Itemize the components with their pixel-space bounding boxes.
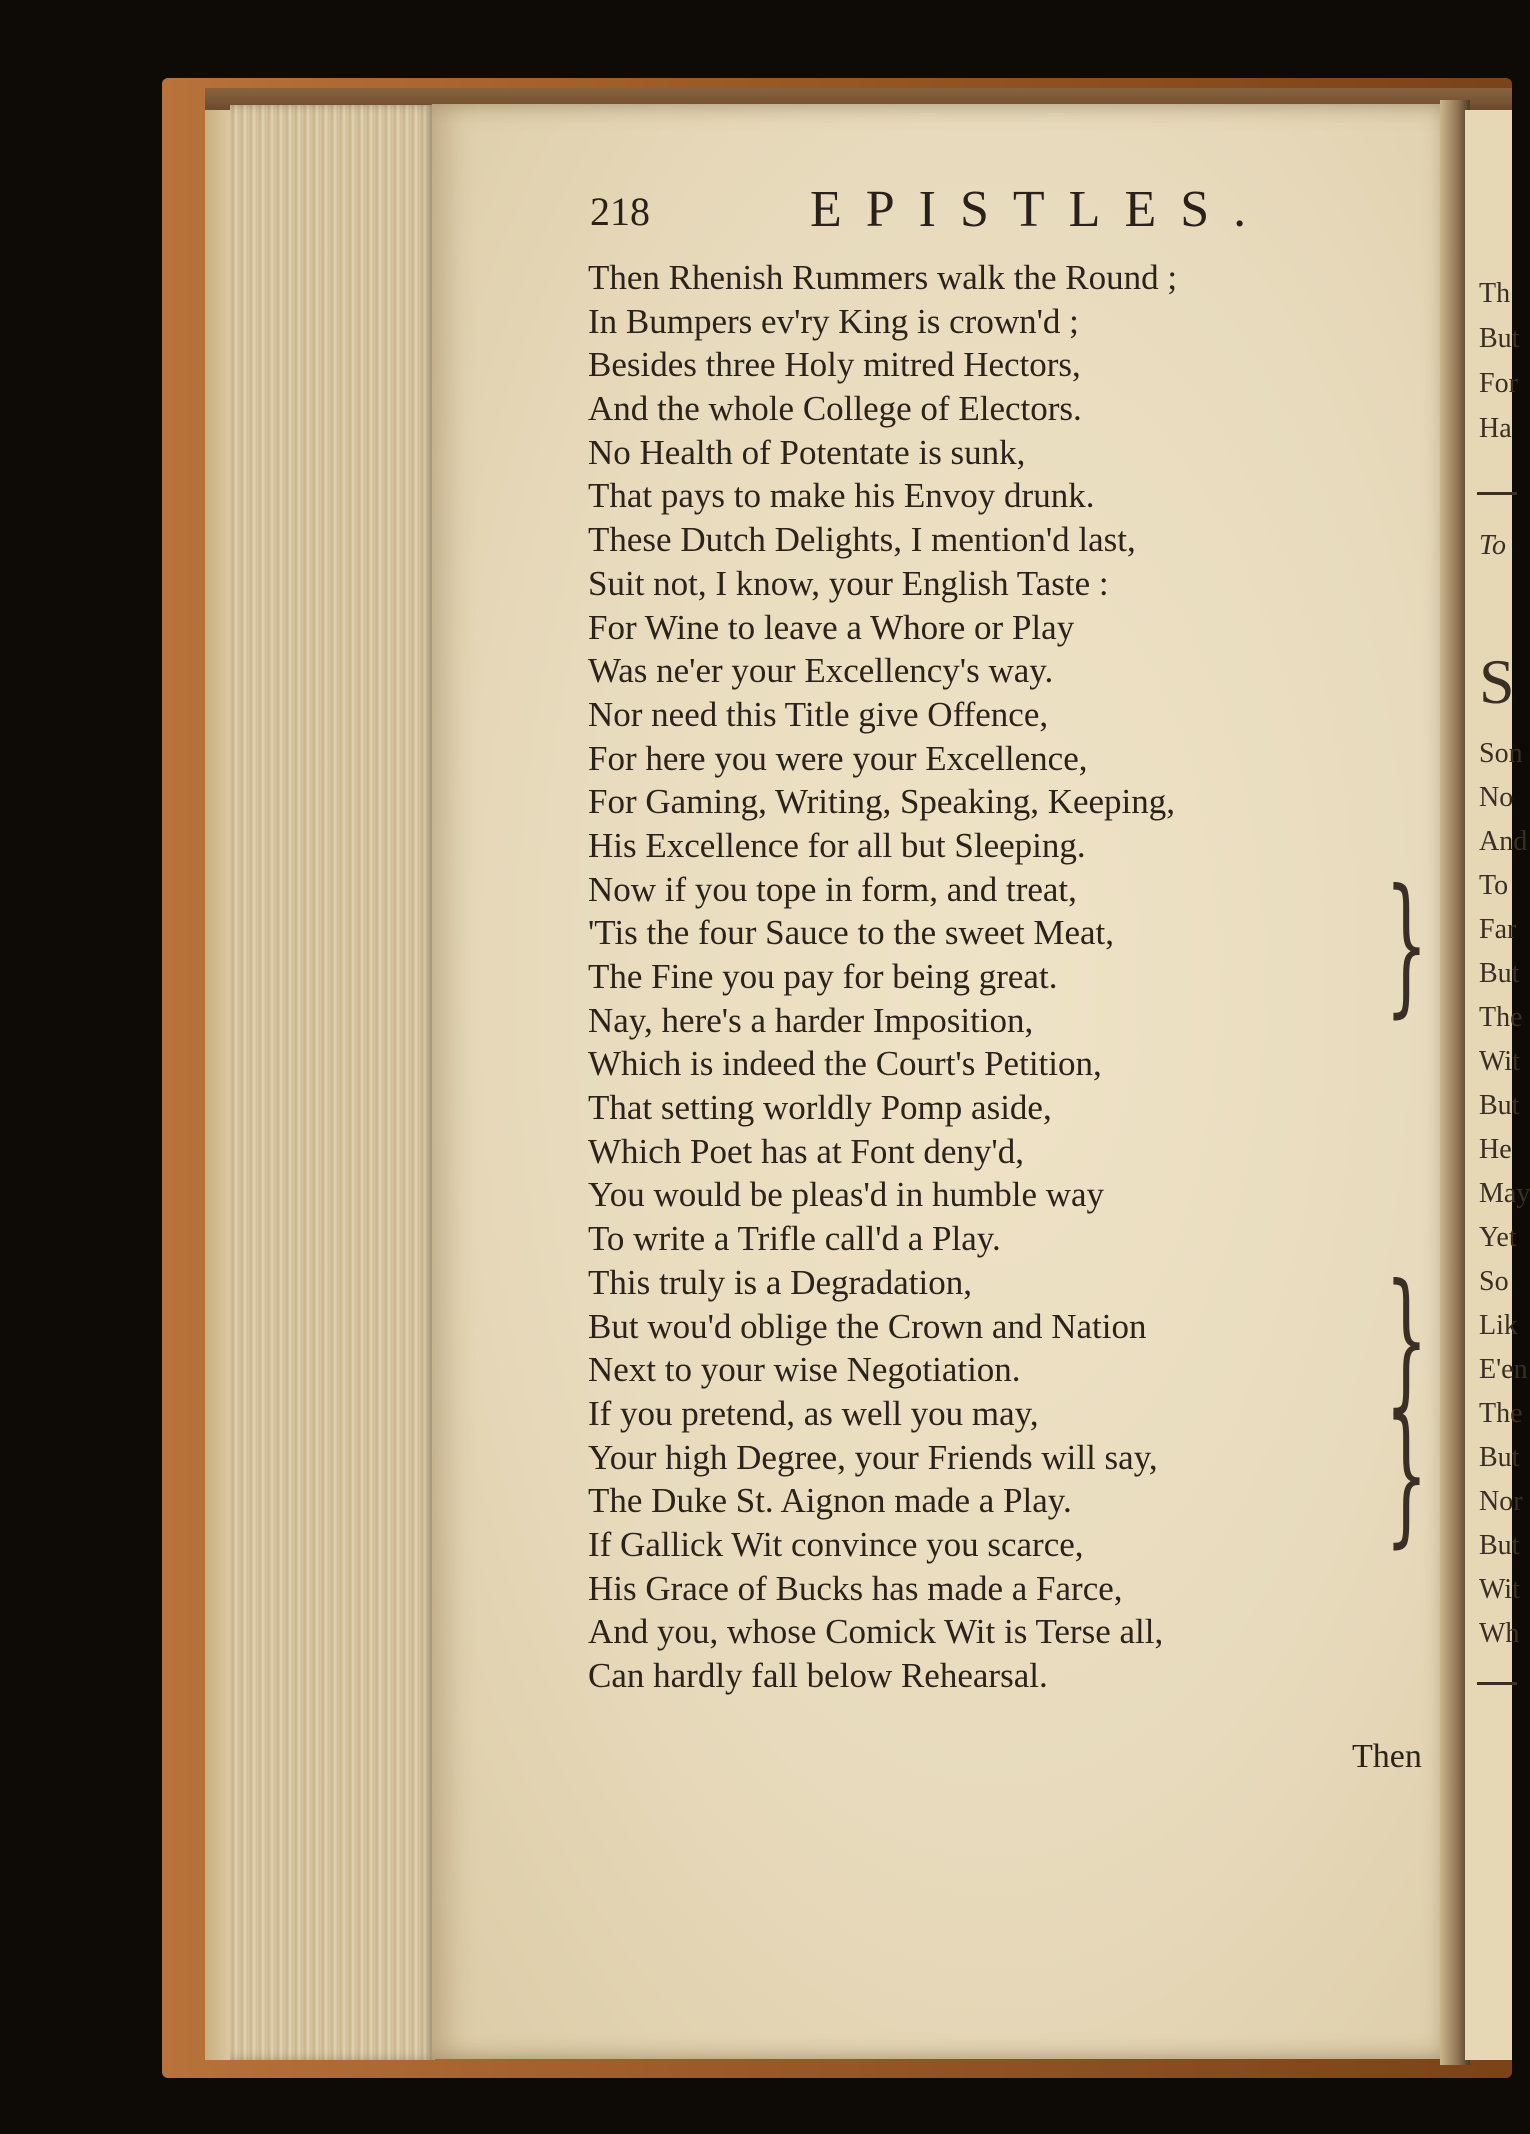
page-block-edges	[230, 105, 435, 2060]
verse-line: For Gaming, Writing, Speaking, Keeping,	[588, 782, 1176, 822]
facing-drop-cap: S	[1479, 646, 1515, 717]
running-title: EPISTLES.	[810, 181, 1271, 238]
facing-line: Nor	[1479, 1486, 1523, 1517]
facing-line: He	[1479, 1134, 1512, 1165]
verse-line: For here you were your Excellence,	[588, 738, 1088, 778]
facing-line: And	[1479, 826, 1528, 857]
triplet-brace: }	[1385, 1253, 1428, 1427]
facing-line: The	[1479, 1398, 1523, 1429]
facing-line: Th	[1479, 278, 1511, 309]
verse-line: No Health of Potentate is sunk,	[588, 432, 1026, 472]
triplet-brace: }	[1385, 858, 1428, 1032]
facing-page	[1465, 110, 1530, 2060]
verse-line: Which Poet has at Font deny'd,	[588, 1131, 1024, 1171]
verse-line: Then Rhenish Rummers walk the Round ;	[588, 258, 1178, 297]
verse-line: Nay, here's a harder Imposition,	[588, 1000, 1034, 1040]
facing-line: Wit	[1479, 1046, 1520, 1077]
verse-line: That setting worldly Pomp aside,	[588, 1088, 1052, 1128]
facing-line: Ha	[1479, 413, 1512, 444]
verse-line: If Gallick Wit convince you scarce,	[588, 1524, 1084, 1564]
facing-line: May	[1479, 1178, 1530, 1209]
verse-line: The Duke St. Aignon made a Play.	[588, 1481, 1072, 1521]
verse-line: Which is indeed the Court's Petition,	[588, 1044, 1102, 1084]
facing-line: Yet	[1479, 1222, 1517, 1253]
facing-line: To	[1479, 530, 1507, 561]
verse-line: For Wine to leave a Whore or Play	[588, 607, 1075, 647]
triplet-brace: }	[1385, 1388, 1428, 1562]
verse-line: 'Tis the four Sauce to the sweet Meat,	[588, 913, 1115, 953]
facing-line: No	[1479, 782, 1514, 813]
facing-line: Lik	[1479, 1310, 1518, 1341]
facing-rule	[1477, 492, 1517, 495]
verse-line: You would be pleas'd in humble way	[588, 1175, 1105, 1215]
catchword: Then	[1352, 1738, 1422, 1775]
verse-line: To write a Trifle call'd a Play.	[588, 1219, 1001, 1259]
facing-line: Far	[1479, 914, 1517, 945]
facing-line: E'en	[1479, 1354, 1528, 1385]
verse-line: Next to your wise Negotiation.	[588, 1350, 1021, 1390]
verse-line: The Fine you pay for being great.	[588, 957, 1058, 996]
facing-line: Wit	[1479, 1574, 1520, 1605]
facing-line: Son	[1479, 738, 1523, 769]
verse-line: That pays to make his Envoy drunk.	[588, 476, 1095, 516]
facing-line: Wh	[1479, 1618, 1520, 1649]
verse-line: These Dutch Delights, I mention'd last,	[588, 520, 1136, 560]
facing-line: The	[1479, 1002, 1523, 1033]
facing-line: But	[1479, 958, 1520, 989]
facing-line: To	[1479, 870, 1509, 901]
verse-line: But wou'd oblige the Crown and Nation	[588, 1306, 1147, 1346]
facing-line: For	[1479, 368, 1518, 399]
verse-line: Your high Degree, your Friends will say,	[588, 1437, 1158, 1477]
facing-line: But	[1479, 323, 1520, 354]
page-number: 218	[590, 189, 650, 234]
verse-line: Was ne'er your Excellency's way.	[588, 651, 1054, 691]
verse-line: This truly is a Degradation,	[588, 1262, 972, 1302]
running-head	[590, 180, 1271, 250]
facing-line: So	[1479, 1266, 1509, 1297]
verse-line: Nor need this Title give Offence,	[588, 694, 1049, 734]
verse-line: His Excellence for all but Sleeping.	[588, 825, 1086, 865]
facing-line: But	[1479, 1530, 1520, 1561]
verse-line: Can hardly fall below Rehearsal.	[588, 1656, 1048, 1695]
poem-text	[588, 256, 1308, 1698]
verse-line: Suit not, I know, your English Taste :	[588, 563, 1109, 603]
facing-line: But	[1479, 1090, 1520, 1121]
verse-line: In Bumpers ev'ry King is crown'd ;	[588, 301, 1079, 341]
verse-line: If you pretend, as well you may,	[588, 1393, 1039, 1433]
facing-rule	[1477, 1682, 1517, 1685]
facing-line: But	[1479, 1442, 1520, 1473]
verse-line: And the whole College of Electors.	[588, 389, 1082, 429]
verse-line: Now if you tope in form, and treat,	[588, 869, 1077, 909]
verse-line: His Grace of Bucks has made a Farce,	[588, 1568, 1123, 1608]
verse-line: And you, whose Comick Wit is Terse all,	[588, 1612, 1164, 1652]
verse-line: Besides three Holy mitred Hectors,	[588, 345, 1081, 385]
